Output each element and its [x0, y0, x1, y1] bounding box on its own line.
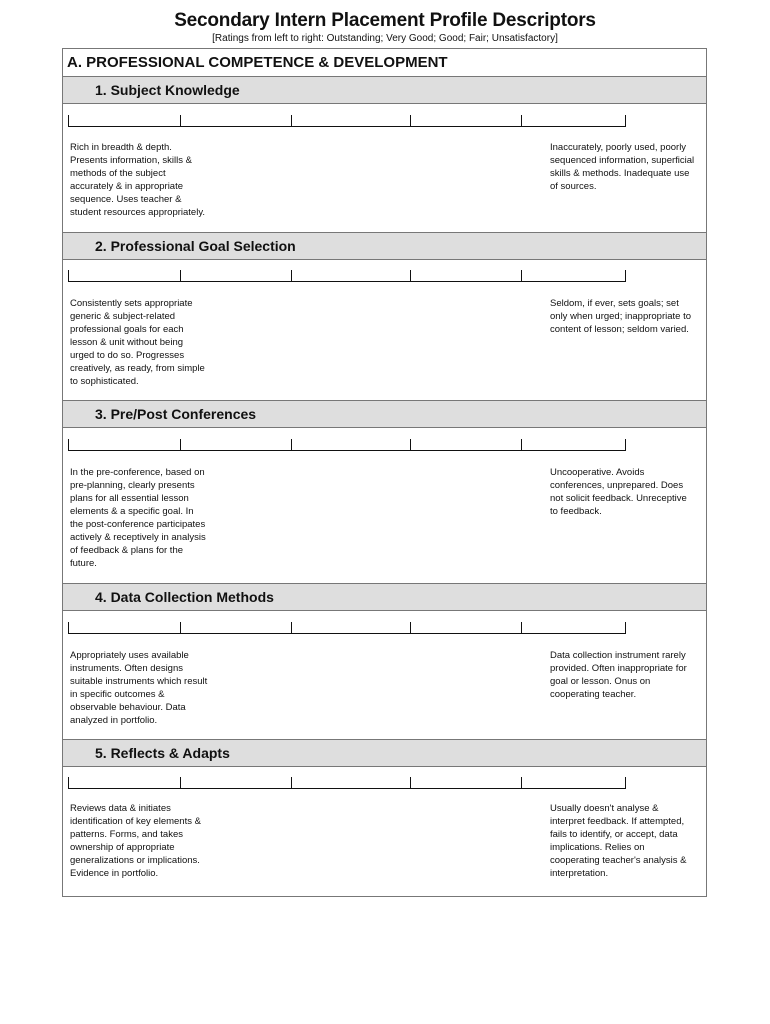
rating-option-fair[interactable] [410, 439, 521, 451]
criterion-band-goal-selection [63, 232, 706, 260]
rating-scale[interactable] [68, 622, 628, 636]
rating-scale[interactable] [68, 777, 628, 791]
rating-option-unsatisfactory[interactable] [521, 622, 625, 634]
rating-option-good[interactable] [291, 622, 410, 634]
rating-option-outstanding[interactable] [68, 439, 180, 451]
criterion-band-conferences [63, 400, 706, 428]
rating-option-outstanding[interactable] [68, 622, 180, 634]
rating-option-very-good[interactable] [180, 777, 291, 789]
rating-option-very-good[interactable] [180, 270, 291, 282]
rating-option-outstanding[interactable] [68, 777, 180, 789]
page-title: Secondary Intern Placement Profile Descriptors [174, 10, 596, 31]
descriptor-unsatisfactory: Seldom, if ever, sets goals; set only when urged; inappropriate to content of lesson; seldom varied. [550, 298, 692, 335]
rating-scale[interactable] [68, 439, 628, 453]
rating-option-outstanding[interactable] [68, 115, 180, 127]
criterion-band-reflects-adapts [63, 739, 706, 767]
rating-option-unsatisfactory[interactable] [521, 115, 625, 127]
criterion-band-subject-knowledge [63, 76, 706, 104]
descriptor-outstanding: Rich in breadth & depth. Presents information, skills & methods of the subject accurately & in appropriate sequence. Uses teacher & student resources appropriately. [70, 142, 206, 218]
descriptor-outstanding: Reviews data & initiates identification of key elements & patterns. Forms, and takes ownership of appropriate generalizations or implications. Evidence in portfolio. [70, 803, 201, 879]
criterion-heading: 3. Pre/Post Conferences [95, 406, 257, 422]
rating-option-very-good[interactable] [180, 622, 291, 634]
rating-option-unsatisfactory[interactable] [521, 439, 625, 451]
criterion-heading: 1. Subject Knowledge [95, 82, 240, 98]
rating-option-unsatisfactory[interactable] [521, 777, 625, 789]
rating-option-unsatisfactory[interactable] [521, 270, 625, 282]
rating-option-fair[interactable] [410, 777, 521, 789]
descriptor-unsatisfactory: Uncooperative. Avoids conferences, unprepared. Does not solicit feedback. Unreceptive to feedback. [550, 467, 687, 517]
descriptor-form [62, 48, 707, 897]
descriptor-unsatisfactory: Data collection instrument rarely provided. Often inappropriate for goal or lesson. Onus on cooperating teacher. [550, 650, 687, 700]
descriptor-unsatisfactory: Usually doesn't analyse & interpret feedback. If attempted, fails to identify, or accept, data implications. Relies on cooperating teacher's analysis & interpretation. [550, 803, 687, 879]
section-heading: A. PROFESSIONAL COMPETENCE & DEVELOPMENT [63, 49, 706, 77]
rating-scale[interactable] [68, 115, 628, 129]
rating-scale-note: [Ratings from left to right: Outstanding; Very Good; Good; Fair; Unsatisfactory] [212, 33, 558, 44]
descriptor-outstanding: In the pre-conference, based on pre-planning, clearly presents plans for all essential lesson elements & a specific goal. In the post-conference participates actively & receptively in analysis of feedback & plans for the future. [70, 467, 206, 569]
rating-option-fair[interactable] [410, 115, 521, 127]
rating-option-very-good[interactable] [180, 115, 291, 127]
rating-option-very-good[interactable] [180, 439, 291, 451]
descriptor-unsatisfactory: Inaccurately, poorly used, poorly sequenced information, superficial skills & methods. Inadequate use of sources. [550, 142, 695, 192]
criterion-heading: 4. Data Collection Methods [95, 589, 274, 605]
rating-scale[interactable] [68, 270, 628, 284]
criterion-heading: 2. Professional Goal Selection [95, 238, 296, 254]
descriptor-outstanding: Consistently sets appropriate generic & subject-related professional goals for each lesson & unit without being urged to do so. Progresses creatively, as ready, from simple to sophisticated. [70, 298, 205, 387]
scale-end-tick [625, 115, 626, 127]
criterion-heading: 5. Reflects & Adapts [95, 745, 230, 761]
rating-option-fair[interactable] [410, 622, 521, 634]
scale-end-tick [625, 439, 626, 451]
descriptor-outstanding: Appropriately uses available instruments. Often designs suitable instruments which result in specific outcomes & observable behaviour. Data analyzed in portfolio. [70, 650, 208, 726]
scale-end-tick [625, 777, 626, 789]
rating-option-outstanding[interactable] [68, 270, 180, 282]
criterion-band-data-collection [63, 583, 706, 611]
rating-option-good[interactable] [291, 439, 410, 451]
rating-option-fair[interactable] [410, 270, 521, 282]
rating-option-good[interactable] [291, 115, 410, 127]
scale-end-tick [625, 270, 626, 282]
rating-option-good[interactable] [291, 777, 410, 789]
scale-end-tick [625, 622, 626, 634]
rating-option-good[interactable] [291, 270, 410, 282]
